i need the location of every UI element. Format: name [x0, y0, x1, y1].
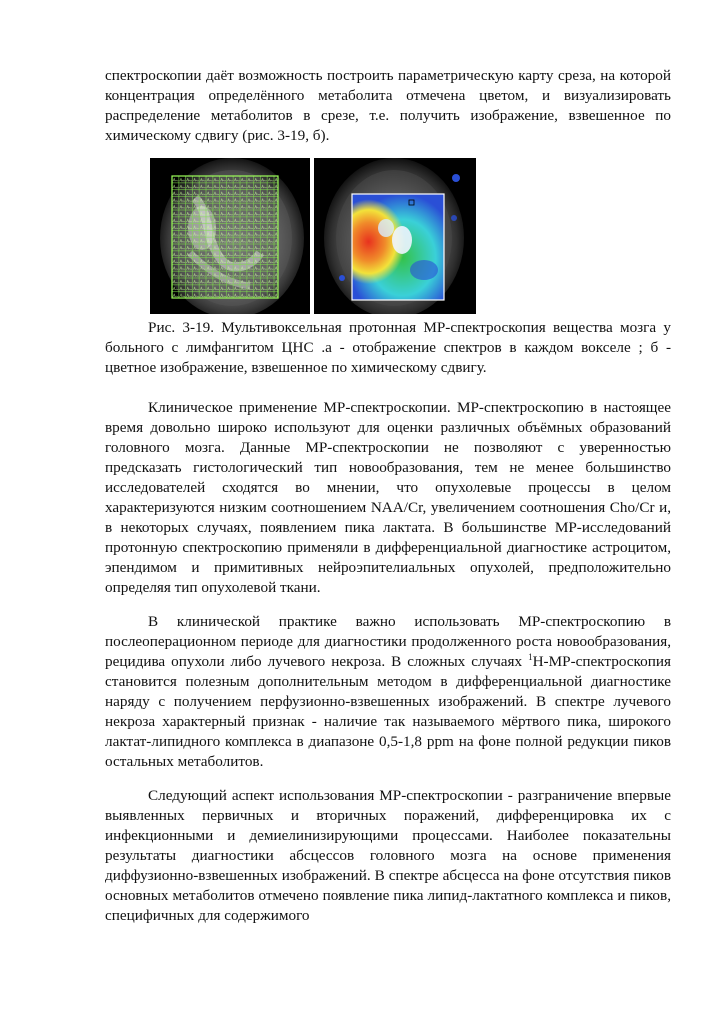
caption-label: Рис. 3-19. — [148, 319, 215, 336]
paragraph-3: Следующий аспект использования МР-спектроскопии - разграничение впервые выявленных первичных и вторичных поражений, дифференцировка их с инфекционными и демиелинизирующими процессами. Наиболее показательны результаты диагностики абсцессов головного мозга на основе применения диффузионно-взвешенных изображений. В спектре абсцесса на фоне отсутствия пиков основных метаболитов отмечено появление пика липид-лактатного комплекса и пиков, специфичных для содержимого — [105, 787, 671, 924]
paragraph-2-start: В клинической практике важно использовать МР-спектроскопию в послеоперационном периоде для диагностики продолженного роста новообразования, рецидива опухоли либо лучевого некроза. В сложных случаях — [105, 613, 671, 670]
figure-panel-a-spectra-grid — [150, 158, 310, 314]
caption-text: Мультивоксельная протонная МР-спектроскопия вещества мозга у больного с лимфангитом ЦНС .а - отображение спектров в каждом вокселе ; б - цветное изображение, взвешенное по химическому сдвигу. — [105, 319, 672, 376]
paragraph-1: Клиническое применение МР-спектроскопии. МР-спектроскопию в настоящее время довольно широко используют для оценки различных объёмных образований головного мозга. Данные МР-спектроскопии не позволяют с уверенностью предсказать гистологический тип новообразования, тем не менее большинство исследователей сходятся во мнении, что опухолевые процессы в целом характеризуются низким соотношением NAA/Cr, увеличением соотношения Cho/Cr и, в некоторых случаях, появлением пика лактата. В большинстве МР-исследований протонную спектроскопию применяли в дифференциальной диагностике астроцитом, эпендимом и примитивных нейроэпителиальных опухолей, предположительно определяя тип опухолевой ткани. — [105, 399, 671, 596]
paragraph-postoperative — [105, 612, 671, 772]
intro-paragraph — [105, 66, 671, 146]
figure-3-19 — [150, 158, 476, 314]
mri-color-map-image — [314, 158, 476, 314]
paragraph-clinical-application — [105, 398, 671, 598]
paragraph-differentiation — [105, 786, 671, 926]
superscript-1: 1 — [528, 651, 533, 662]
paragraph-2-end: Н-МР-спектроскопия становится полезным дополнительным методом в дифференциальной диагностике наряду с получением перфузионно-взвешенных изображений. В спектре лучевого некроза характерный признак - наличие так называемого мёртвого пика, широкого лактат-липидного комплекса в диапазоне 0,5-1,8 ppm на фоне полной редукции пиков остальных метаболитов. — [105, 653, 671, 770]
figure-caption — [105, 318, 671, 378]
figure-panel-b-color-map — [314, 158, 476, 314]
mri-spectra-grid-image — [150, 158, 310, 314]
intro-text: спектроскопии даёт возможность построить параметрическую карту среза, на которой концентрация определённого метаболита отмечена цветом, и визуализировать распределение метаболитов в срезе, т.е. получить изображение, взвешенное по химическому сдвигу (рис. 3-19, б). — [105, 67, 671, 144]
spectra-grid-overlay — [172, 176, 278, 298]
